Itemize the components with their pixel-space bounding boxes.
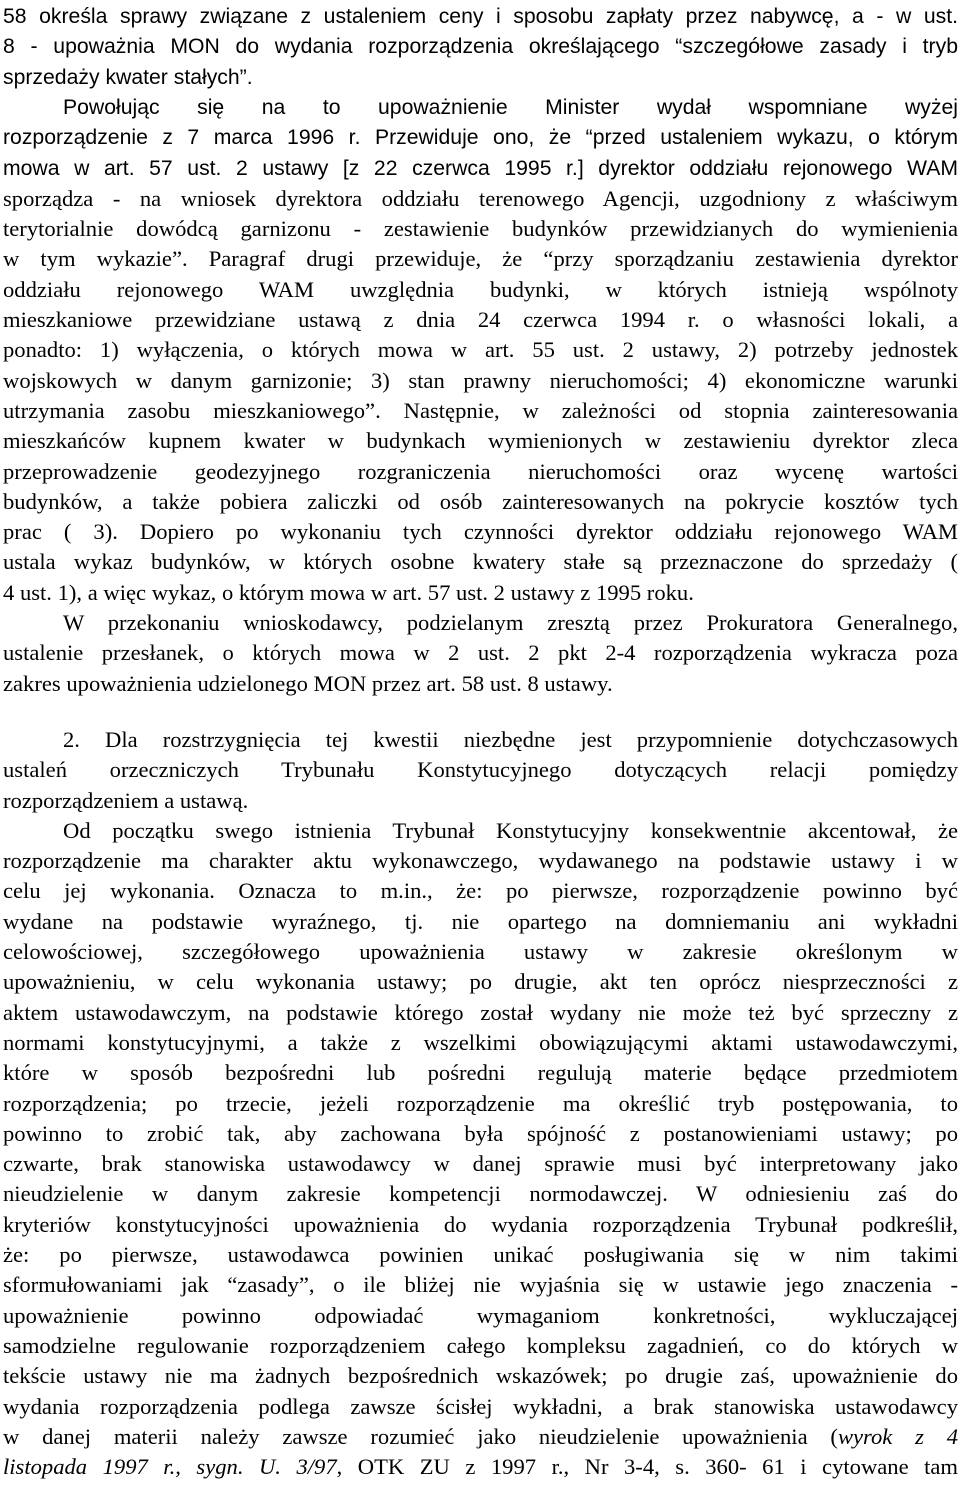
text-line: mieszkańców kupnem kwater w budynkach wymienionych w zestawieniu dyrektor zleca (3, 428, 958, 454)
text-line: kryteriów konstytucyjności upoważnienia do wydania rozporządzenia Trybunał podkreślił, (3, 1211, 958, 1237)
text-line: rozporządzenie ma charakter aktu wykonawczego, wydawanego na podstawie ustawy i w (3, 848, 958, 874)
text-line: budynków, a także pobiera zaliczki od osób zainteresowanych na pokrycie kosztów tych (3, 488, 958, 514)
text-line: ustalenie przesłanek, o których mowa w 2 ust. 2 pkt 2-4 rozporządzenia wykracza poza (3, 640, 958, 666)
text-line: celowościowej, szczegółowego upoważnienia ustawy w zakresie określonym w (3, 939, 958, 964)
text-line: aktem ustawodawczym, na podstawie którego został wydany nie może też być sprzeczny z (3, 999, 958, 1025)
text-line: listopada 1997 r., sygn. U. 3/97, OTK ZU z 1997 r., Nr 3-4, s. 360- 61 i cytowane tam (3, 1454, 958, 1480)
paragraph-start-line: W przekonaniu wnioskodawcy, podzielanym zresztą przez Prokuratora Generalnego, (63, 610, 958, 635)
text-line: 4 ust. 1), a więc wykaz, o którym mowa w art. 57 ust. 2 ustawy z 1995 roku. (3, 579, 694, 605)
text-line: sporządza - na wniosek dyrektora oddziału terenowego Agencji, uzgodniony z właściwym (3, 185, 958, 211)
text-line: sprzedaży kwater stałych”. (3, 65, 253, 89)
text-line: wojskowych w danym garnizonie; 3) stan prawny nieruchomości; 4) ekonomiczne warunki (3, 367, 958, 393)
text-line: że: po pierwsze, ustawodawca powinien unikać posługiwania się w nim takimi (3, 1242, 958, 1267)
text-line: ustaleń orzeczniczych Trybunału Konstytucyjnego dotyczących relacji pomiędzy (3, 757, 958, 783)
text-line: 8 - upoważnia MON do wydania rozporządzenia określającego “szczegółowe zasady i tryb (3, 35, 958, 59)
paragraph-start-line: Od początku swego istnienia Trybunał Konstytucyjny konsekwentnie akcentował, że (63, 817, 958, 843)
text-line: ponadto: 1) wyłączenia, o których mowa w art. 55 ust. 2 ustawy, 2) potrzeby jednostek (3, 337, 958, 363)
text-line: ustala wykaz budynków, w których osobne kwatery stałe są przeznaczone do sprzedaży ( (3, 549, 958, 575)
text-line: rozporządzenie z 7 marca 1996 r. Przewiduje ono, że “przed ustaleniem wykazu, o którym (3, 126, 958, 150)
text-line: które w sposób bezpośredni lub pośredni regulują materie będące przedmiotem (3, 1060, 958, 1086)
section-heading-line: 2. Dla rozstrzygnięcia tej kwestii niezbędne jest przypomnienie dotychczasowych (63, 726, 958, 752)
text-line: czwarte, brak stanowiska ustawodawcy w danej sprawie musi być interpretowany jako (3, 1151, 958, 1177)
paragraph-start-line: Powołując się na to upoważnienie Minister wydał wspomniane wyżej (63, 95, 958, 119)
text-line: wydane na podstawie wyraźnego, tj. nie opartego na domniemaniu ani wykładni (3, 908, 958, 934)
text-line: samodzielne regulowanie rozporządzeniem całego kompleksu zagadnień, co do których w (3, 1332, 958, 1358)
text-line: w danej materii należy zawsze rozumieć jako nieudzielenie upoważnienia (wyrok z 4 (3, 1423, 958, 1449)
text-line: tekście ustawy nie ma żadnych bezpośrednich wskazówek; po drugie zaś, upoważnienie do (3, 1363, 958, 1389)
citation-italic: wyrok z 4 (837, 1423, 958, 1449)
text-line: normami konstytucyjnymi, a także z wszelkimi obowiązującymi aktami ustawodawczymi, (3, 1029, 958, 1055)
text-line: mieszkaniowe przewidziane ustawą z dnia 24 czerwca 1994 r. o własności lokali, a (3, 307, 958, 332)
text-line: rozporządzeniem a ustawą. (3, 787, 249, 813)
text-line: w tym wykazie”. Paragraf drugi przewiduje, że “przy sporządzaniu zestawienia dyrektor (3, 246, 958, 272)
text-line: upoważnieniu, w celu wykonania ustawy; po drugie, akt ten oprócz niesprzeczności z (3, 969, 958, 995)
text-line: mowa w art. 57 ust. 2 ustawy [z 22 czerwca 1995 r.] dyrektor oddziału rejonowego WAM (3, 156, 958, 180)
text-line: powinno to zrobić tak, aby zachowana była spójność z postanowieniami ustawy; po (3, 1120, 958, 1146)
citation-italic: listopada 1997 r., sygn. U. 3/97 (3, 1454, 337, 1480)
text-line: rozporządzenia; po trzecie, jeżeli rozporządzenie ma określić tryb postępowania, to (3, 1090, 958, 1116)
text-line: prac ( 3). Dopiero po wykonaniu tych czynności dyrektor oddziału rejonowego WAM (3, 519, 958, 545)
text-line: oddziału rejonowego WAM uwzględnia budynki, w których istnieją wspólnoty (3, 276, 958, 302)
text-line: nieudzielenie w danym zakresie kompetencji normodawczej. W odniesieniu zaś do (3, 1181, 958, 1207)
text-line: zakres upoważnienia udzielonego MON przez art. 58 ust. 8 ustawy. (3, 670, 613, 696)
text-line: przeprowadzenie geodezyjnego rozgraniczenia nieruchomości oraz wycenę wartości (3, 458, 958, 484)
text-line: celu jej wykonania. Oznacza to m.in., że: po pierwsze, rozporządzenie powinno być (3, 878, 958, 904)
text-line: terytorialnie dowódcą garnizonu - zestawienie budynków przewidzianych do wymienienia (3, 216, 958, 242)
text-line: utrzymania zasobu mieszkaniowego”. Następnie, w zależności od stopnia zainteresowania (3, 397, 958, 423)
text-line: wydania rozporządzenia podlega zawsze ścisłej wykładni, a brak stanowiska ustawodawcy (3, 1393, 958, 1419)
text-line: upoważnienie powinno odpowiadać wymaganiom konkretności, wykluczającej (3, 1302, 958, 1328)
text-line: sformułowaniami jak “zasady”, o ile bliżej nie wyjaśnia się w ustawie jego znaczenia - (3, 1272, 958, 1298)
text-line: 58 określa sprawy związane z ustaleniem ceny i sposobu zapłaty przez nabywcę, a - w ust. (3, 5, 958, 28)
